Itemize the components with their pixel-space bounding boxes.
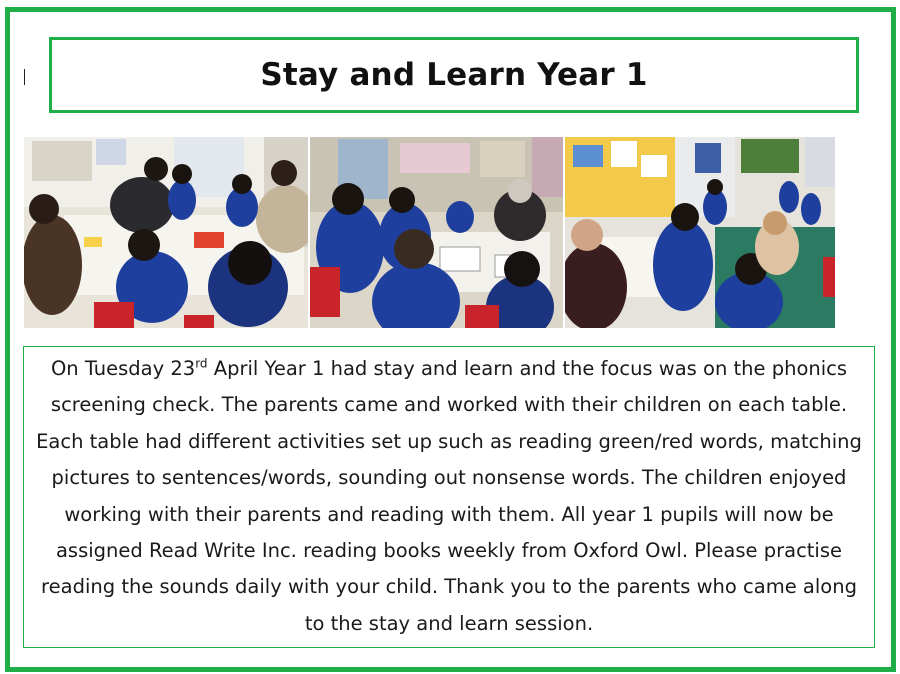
description-text <box>36 351 862 642</box>
title-box <box>49 37 859 113</box>
description-box <box>23 346 875 648</box>
classroom-photo-middle <box>310 137 563 328</box>
classroom-photo-right <box>565 137 835 328</box>
description-text-rest: April Year 1 had stay and learn and the focus was on the phonics screening check. The parents came and worked with their children on each table. Each table had different activities set up such as reading green/red words, matching pictures to sentences/words, sounding out nonsense words. The children enjoyed working with their parents and reading with them. All year 1 pupils will now be assigned Read Write Inc. reading books weekly from Oxford Owl. Please practise reading the sounds daily with your child. Thank you to the parents who came along to the stay and learn session. <box>36 357 862 635</box>
photo-strip <box>24 137 835 328</box>
classroom-photo-left <box>24 137 308 328</box>
text-cursor <box>24 69 25 85</box>
description-text-start: On Tuesday 23 <box>50 357 196 380</box>
page-title: Stay and Learn Year 1 <box>260 57 648 93</box>
date-ordinal-suffix: rd <box>195 356 208 371</box>
